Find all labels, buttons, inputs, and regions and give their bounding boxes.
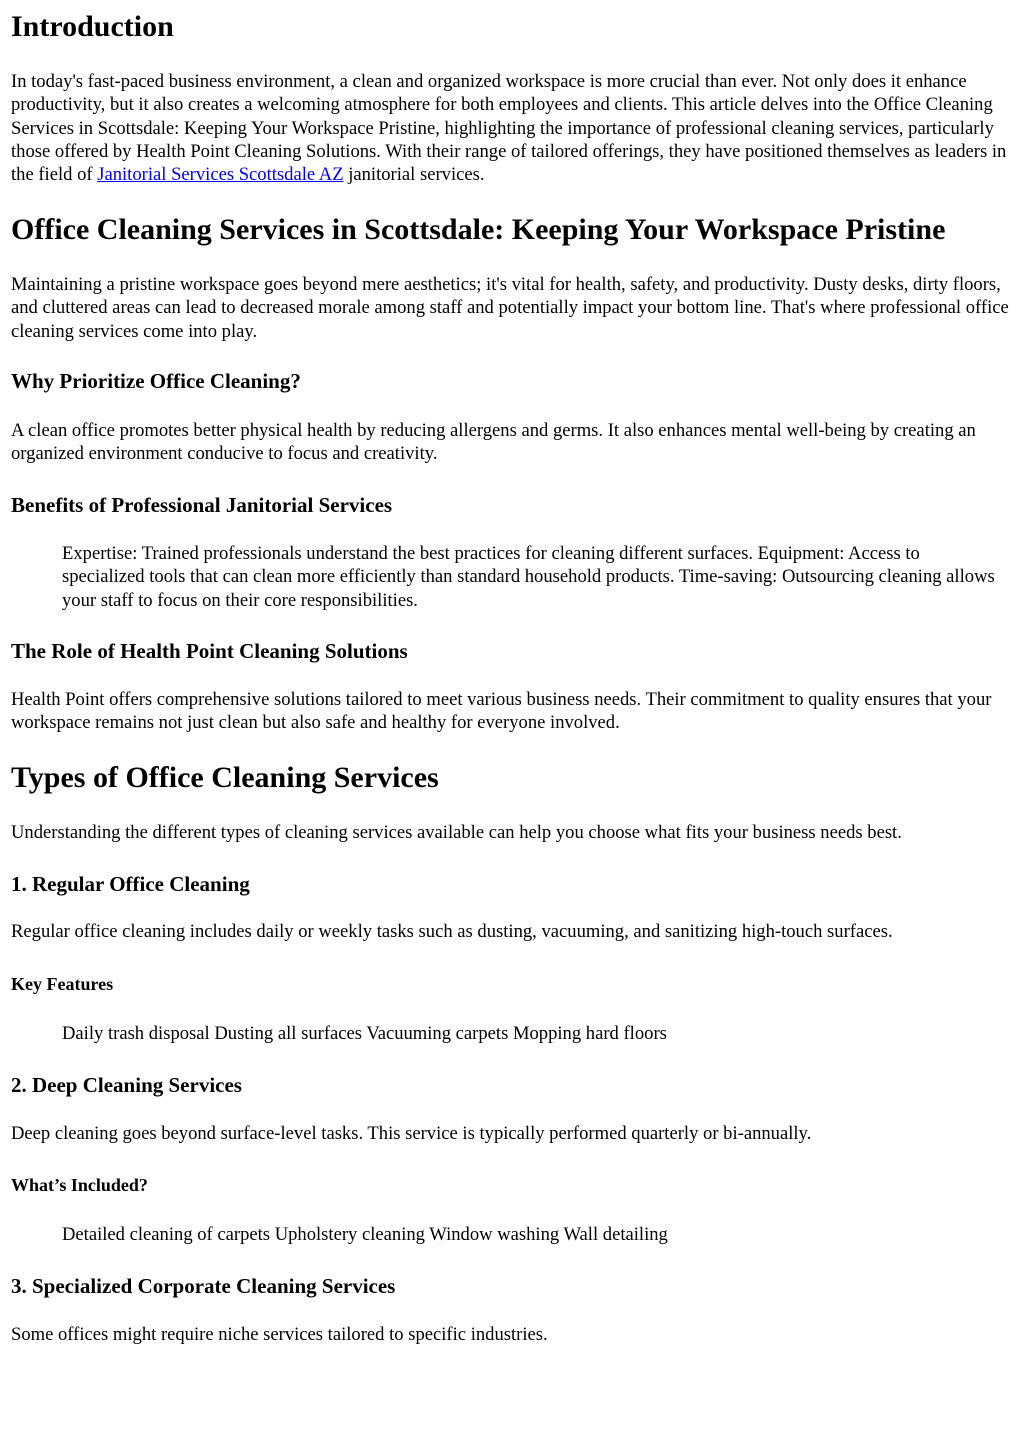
- paragraph-office-cleaning: Maintaining a pristine workspace goes beyond mere aesthetics; it's vital for health, safety, and productivity. Dusty desks, dirty floors, and cluttered areas can lead to decreased morale among staff and potentially impact your bottom line. That's where professional office cleaning services come into play.: [11, 274, 1009, 342]
- heading-key-features: Key Features: [11, 974, 114, 994]
- heading-regular-cleaning: 1. Regular Office Cleaning: [11, 872, 250, 896]
- janitorial-services-link[interactable]: Janitorial Services Scottsdale AZ: [97, 164, 344, 186]
- paragraph-regular-cleaning: Regular office cleaning includes daily or weekly tasks such as dusting, vacuuming, and sanitizing high-touch surfaces.: [11, 921, 893, 942]
- intro-text-after-link: janitorial services.: [343, 164, 485, 186]
- intro-text-before-link: In today's fast-paced business environment, a clean and organized workspace is more crucial than ever. Not only does it enhance productivity, but it also creates a welcoming atmosphere for both employees and clients. This article delves into the Office Cleaning Services in Scottsdale: Keeping Your Workspace Pristine, highlighting the importance of professional cleaning services, particularly those offered by Health Point Cleaning Solutions. With their range of tailored offerings, they have positioned themselves as leaders in the field of: [11, 71, 1007, 186]
- heading-specialized-cleaning: 3. Specialized Corporate Cleaning Services: [11, 1274, 396, 1298]
- paragraph-whats-included-list: Detailed cleaning of carpets Upholstery cleaning Window washing Wall detailing: [62, 1224, 668, 1245]
- heading-types-of-services: Types of Office Cleaning Services: [11, 761, 439, 794]
- paragraph-key-features-list: Daily trash disposal Dusting all surfaces Vacuuming carpets Mopping hard floors: [62, 1023, 667, 1044]
- paragraph-deep-cleaning: Deep cleaning goes beyond surface-level tasks. This service is typically performed quarterly or bi-annually.: [11, 1123, 812, 1144]
- heading-whats-included: What’s Included?: [11, 1175, 148, 1195]
- heading-deep-cleaning: 2. Deep Cleaning Services: [11, 1073, 242, 1097]
- paragraph-introduction: [11, 70, 1014, 186]
- heading-benefits: Benefits of Professional Janitorial Services: [11, 493, 393, 517]
- paragraph-benefits-list: Expertise: Trained professionals understand the best practices for cleaning different surfaces. Equipment: Access to specialized tools that can clean more efficiently than standard household products. Time-saving: Outsourcing cleaning allows your staff to focus on their core responsibilities.: [62, 543, 995, 611]
- paragraph-types-of-services: Understanding the different types of cleaning services available can help you choose what fits your business needs best.: [11, 822, 902, 843]
- paragraph-why-prioritize: A clean office promotes better physical health by reducing allergens and germs. It also enhances mental well-being by creating an organized environment conducive to focus and creativity.: [11, 420, 976, 465]
- heading-introduction: Introduction: [11, 10, 174, 43]
- heading-role-health-point: The Role of Health Point Cleaning Solutions: [11, 639, 408, 663]
- paragraph-role-health-point: Health Point offers comprehensive solutions tailored to meet various business needs. Their commitment to quality ensures that your workspace remains not just clean but also safe and healthy for everyone involved.: [11, 689, 992, 734]
- heading-office-cleaning-services: Office Cleaning Services in Scottsdale: Keeping Your Workspace Pristine: [11, 213, 946, 246]
- heading-why-prioritize: Why Prioritize Office Cleaning?: [11, 369, 301, 393]
- paragraph-specialized-cleaning: Some offices might require niche services tailored to specific industries.: [11, 1324, 548, 1345]
